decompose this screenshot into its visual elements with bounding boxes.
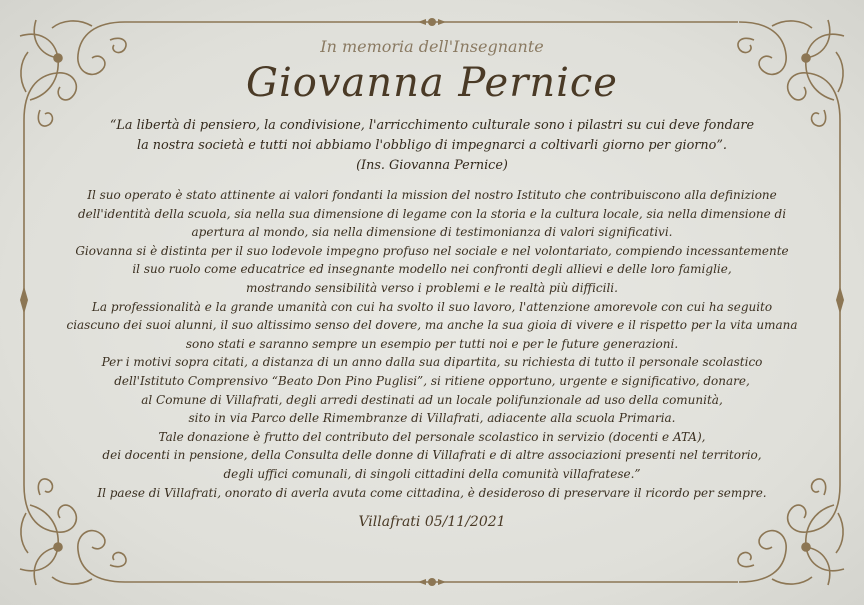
dedication-text [62,186,802,502]
frame-bottom-center-ornament [418,578,446,586]
body-line: Per i motivi sopra citati, a distanza di un anno dalla sua dipartita, su richiesta di tutto il personale scolastico [101,355,763,370]
frame-top-center-ornament [418,18,446,26]
quote-block [62,116,802,176]
place-and-date: Villafrati 05/11/2021 [358,514,506,531]
body-line: Tale donazione è frutto del contributo del personale scolastico in servizio (docenti e ATA), [158,429,706,444]
quote-line: la nostra società e tutti noi abbiamo l'obbligo di impegnarci a coltivarli giorno per giorno”. [137,138,727,153]
body-line: Il suo operato è stato attinente ai valori fondanti la mission del nostro Istituto che contribuiscono alla definizione [87,188,777,202]
body-line: La professionalità e la grande umanità con cui ha svolto il suo lavoro, l'attenzione amorevole con cui ha seguito [91,299,773,314]
quote-line: “La libertà di pensiero, la condivisione, l'arricchimento culturale sono i pilastri su cui deve fondare [109,118,755,133]
body-line: Giovanna si è distinta per il suo lodevole impegno profuso nel sociale e nel volontariato, compiendo incessantemente [75,243,789,258]
frame-right-center-ornament [836,286,844,314]
body-line: degli uffici comunali, di singoli cittadini della comunità villafratese.” [223,466,641,481]
body-line: Il paese di Villafrati, onorato di averla avuta come cittadina, è desideroso di preservare il ricordo per sempre. [97,485,767,500]
body-line: sito in via Parco delle Rimembranze di Villafrati, adiacente alla scuola Primaria. [188,411,676,426]
honoree-name: Giovanna Pernice [246,60,618,106]
body-line: il suo ruolo come educatrice ed insegnante modello nei confronti degli allievi e delle loro famiglie, [132,262,732,277]
body-line: mostrando sensibilità verso i problemi e le realtà più difficili. [246,280,618,295]
body-line: dei docenti in pensione, della Consulta delle donne di Villafrati e di altre associazioni presenti nel territorio, [102,448,762,463]
body-line: ciascuno dei suoi alunni, il suo altissimo senso del dovere, ma anche la sua gioia di vivere e il rispetto per la vita umana [66,318,798,333]
body-line: sono stati e saranno sempre un esempio per tutti noi e per le future generazioni. [185,336,679,351]
body-line: dell'Istituto Comprensivo “Beato Don Pino Puglisi”, si ritiene opportuno, urgente e significativo, donare, [114,373,750,388]
body-line: al Comune di Villafrati, degli arredi destinati ad un locale polifunzionale ad uso della comunità, [141,392,723,407]
quote-attribution: (Ins. Giovanna Pernice) [356,158,508,173]
body-line: apertura al mondo, sia nella dimensione di testimonianza di valori significativi. [191,225,673,240]
body-line: dell'identità della scuola, sia nella sua dimensione di legame con la storia e la cultura locale, sia nella dimensione di [77,206,787,221]
memorial-subtitle: In memoria dell'Insegnante [320,37,544,56]
plaque-content [62,36,802,530]
frame-left-center-ornament [20,286,28,314]
